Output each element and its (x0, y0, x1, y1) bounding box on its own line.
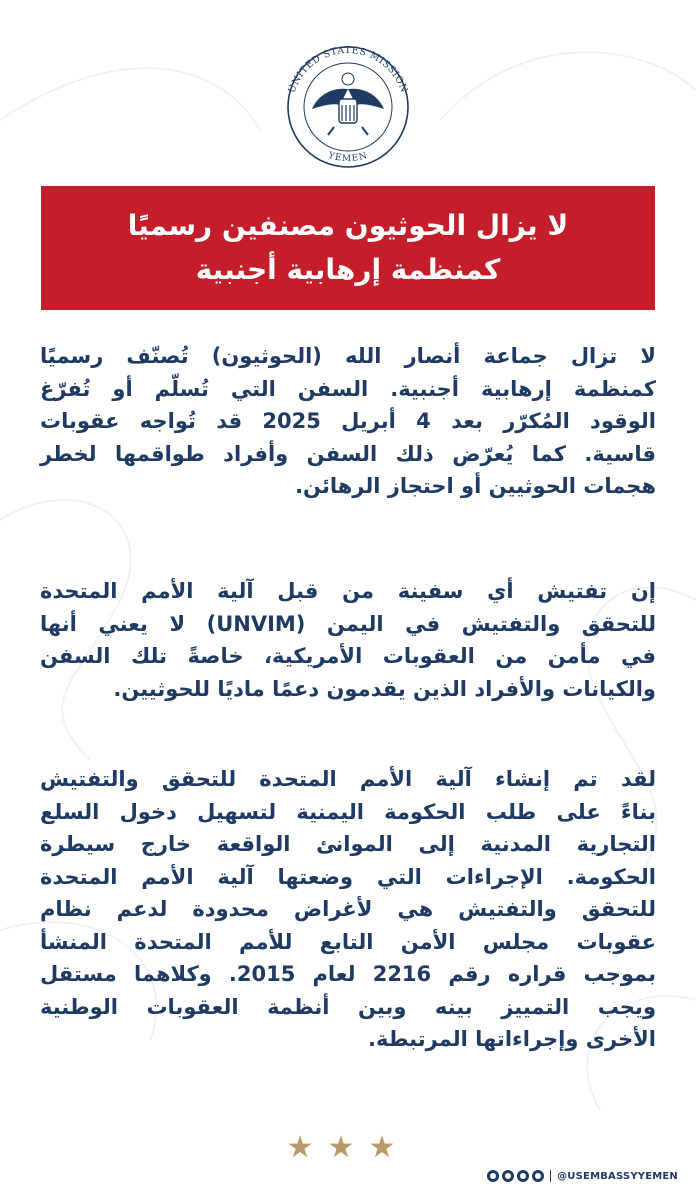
facebook-icon[interactable] (502, 1170, 514, 1182)
paragraph-1 (40, 340, 656, 503)
paragraph-line: والكيانات والأفراد الذين يقدمون دعمًا ماديًا للحوثيين. (113, 676, 656, 701)
embassy-seal (272, 43, 424, 169)
paragraph-2 (40, 575, 656, 705)
paragraph-line: هجمات الحوثيين أو احتجاز الرهائن. (295, 474, 656, 498)
decorative-stars: ★★★ (286, 1130, 410, 1165)
paragraph-line: الحكومة. الإجراءات التي وضعتها آلية الأمم المتحدة (40, 864, 656, 889)
instagram-icon[interactable] (487, 1170, 499, 1182)
paragraph-line: كمنظمة إرهابية أجنبية. السفن التي تُسلّم أو تُفرّغ (40, 376, 656, 401)
paragraph-line: ويجب التمييز بينه وبين أنظمة العقوبات الوطنية (40, 994, 656, 1019)
paragraph-line: عقوبات مجلس الأمن التابع للأمم المتحدة المنشأ (40, 929, 656, 954)
paragraph-line: التجارية المدنية إلى الموانئ الواقعة خارج سيطرة (40, 832, 656, 856)
seal-bottom-text: YEMEN (326, 150, 370, 165)
paragraph-line: بموجب قراره رقم 2216 لعام 2015. وكلاهما مستقل (40, 962, 656, 986)
paragraph-3 (40, 763, 656, 1056)
paragraph-line: لقد تم إنشاء آلية الأمم المتحدة للتحقق والتفتيش (40, 767, 656, 791)
paragraph-line: الوقود المُكرّر بعد 4 أبريل 2025 قد تُواجه عقوبات (40, 409, 656, 433)
seal-top-text: UNITED STATES MISSION (286, 45, 410, 95)
paragraph-line: للتحقق والتفتيش هي لأغراض محدودة لدعم نظام (40, 897, 656, 921)
social-icons (487, 1170, 544, 1182)
paragraph-line: قاسية. كما يُعرّض ذلك السفن وأفراد طواقمها لخطر (40, 441, 656, 466)
headline-banner (41, 186, 655, 310)
headline-line-1: لا يزال الحوثيون مصنفين رسميًا (127, 209, 569, 242)
x-icon[interactable] (532, 1170, 544, 1182)
youtube-icon[interactable] (517, 1170, 529, 1182)
paragraph-line: للتحقق والتفتيش في اليمن (UNVIM) لا يعني أنها (40, 611, 656, 636)
headline-line-2: كمنظمة إرهابية أجنبية (195, 253, 501, 286)
footer (487, 1170, 678, 1182)
paragraph-line: بناءً على طلب الحكومة اليمنية لتسهيل دخول السلع (40, 799, 656, 824)
paragraph-line: لا تزال جماعة أنصار الله (الحوثيون) تُصنّف رسميًا (40, 344, 656, 368)
paragraph-line: إن تفتيش أي سفينة من قبل آلية الأمم المتحدة (40, 579, 656, 603)
paragraph-line: في مأمن من العقوبات الأمريكية، خاصةً تلك السفن (40, 644, 656, 668)
social-handle[interactable]: @USEMBASSYYEMEN (557, 1170, 678, 1182)
paragraph-line: الأخرى وإجراءاتها المرتبطة. (368, 1027, 656, 1051)
footer-divider (550, 1170, 551, 1182)
